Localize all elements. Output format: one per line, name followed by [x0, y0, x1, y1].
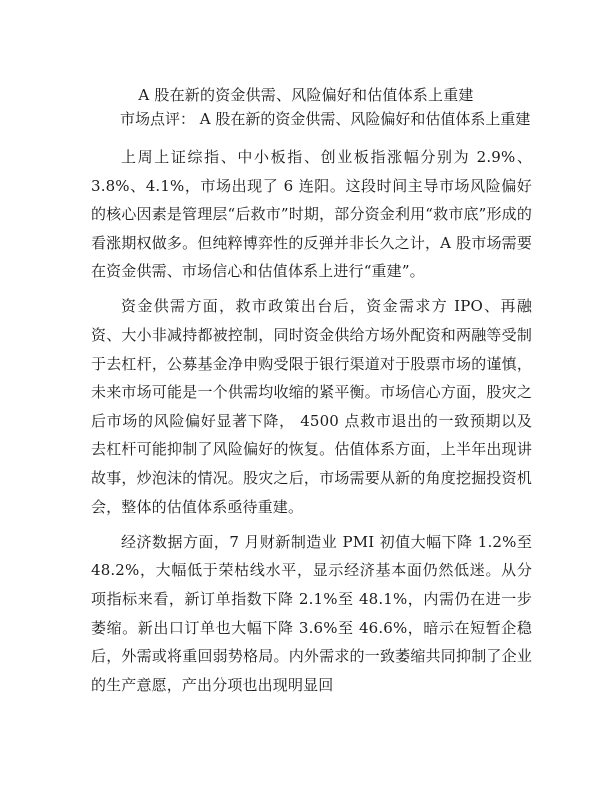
document-body	[91, 143, 532, 706]
paragraph-economic-data: 经济数据方面，7 月财新制造业 PMI 初值大幅下降 1.2%至 48.2%，大幅低于荣枯线水平，显示经济基本面仍然低迷。从分项指标来看，新订单指数下降 2.1%至 48.1%，内需仍在进一步萎缩。新出口订单也大幅下降 3.6%至 46.6%，暗示在短暂企稳后，外需或将重回弱势格局。内外需求的一致萎缩共同抑制了企业的生产意愿，产出分项也出现明显回	[91, 532, 532, 694]
paragraph-market-overview: 上周上证综指、中小板指、创业板指涨幅分别为 2.9%、3.8%、4.1%，市场出现了 6 连阳。这段时间主导市场风险偏好的核心因素是管理层“后救市”时期，部分资金利用“救市底”形成的看涨期权做多。但纯粹博弈性的反弹并非长久之计，A 股市场需要在资金供需、市场信心和估值体系上进行“重建”。	[91, 148, 532, 281]
paragraph-capital-supply-demand: 资金供需方面，救市政策出台后，资金需求方 IPO、再融资、大小非减持都被控制，同时资金供给方场外配资和两融等受制于去杠杆，公募基金净申购受限于银行渠道对于股票市场的谨慎，未来市场可能是一个供需均收缩的紧平衡。市场信心方面，股灾之后市场的风险偏好显著下降， 4500 点救市退出的一致预期以及去杠杆可能抑制了风险偏好的恢复。估值体系方面，上半年出现讲故事，炒泡沫的情况。股灾之后，市场需要从新的角度挖掘投资机会，整体的估值体系亟待重建。	[91, 297, 532, 516]
document-title: A 股在新的资金供需、风险偏好和估值体系上重建	[138, 86, 474, 104]
document-subtitle: 市场点评： A 股在新的资金供需、风险偏好和估值体系上重建	[120, 110, 531, 128]
